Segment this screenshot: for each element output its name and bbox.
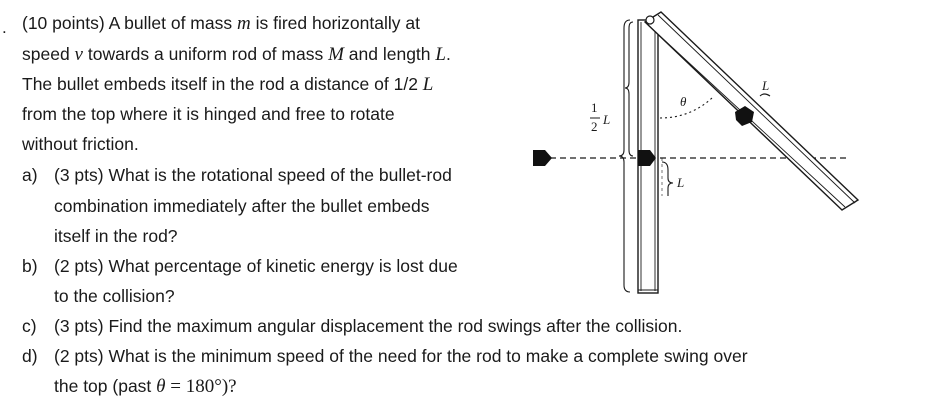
intro-line-4: from the top where it is hinged and free to rotate: [22, 104, 395, 124]
part-d-label: d): [22, 346, 38, 366]
brace-left-full: [619, 20, 630, 292]
label-L-lower: L: [677, 175, 685, 190]
hinge-icon: [646, 16, 654, 24]
label-L-tilted: L: [762, 78, 770, 93]
part-c-label: c): [22, 316, 37, 336]
part-a-label: a): [22, 165, 38, 185]
list-marker: .: [2, 18, 7, 37]
part-a-line-3: itself in the rod?: [54, 226, 178, 246]
label-L-left: L: [603, 112, 611, 127]
intro-line-1: (10 points) A bullet of mass m is fired horizontally at: [22, 13, 420, 34]
bullet-icon: [533, 150, 552, 166]
label-half-numerator: 1: [591, 100, 598, 115]
label-theta: θ: [680, 94, 687, 109]
brace-tilted: [760, 94, 770, 96]
part-b-label: b): [22, 256, 38, 276]
intro-line-5: without friction.: [22, 134, 139, 154]
brace-left-half: [625, 22, 633, 156]
part-c-line-1: (3 pts) Find the maximum angular displacement the rod swings after the collision.: [54, 316, 683, 336]
part-a-line-2: combination immediately after the bullet embeds: [54, 196, 430, 216]
brace-right-lower: [662, 162, 673, 196]
part-b-line-1: (2 pts) What percentage of kinetic energy is lost due: [54, 256, 458, 276]
part-a-line-1: (3 pts) What is the rotational speed of the bullet-rod: [54, 165, 452, 185]
intro-line-3: The bullet embeds itself in the rod a distance of 1/2 L: [22, 74, 434, 95]
intro-line-2: speed v towards a uniform rod of mass M and length L.: [22, 44, 451, 65]
part-d-line-1: (2 pts) What is the minimum speed of the need for the rod to make a complete swing over: [54, 346, 748, 366]
part-b-line-2: to the collision?: [54, 286, 175, 306]
part-d-line-2: the top (past θ = 180°)?: [54, 376, 237, 397]
label-half-denominator: 2: [591, 119, 598, 134]
